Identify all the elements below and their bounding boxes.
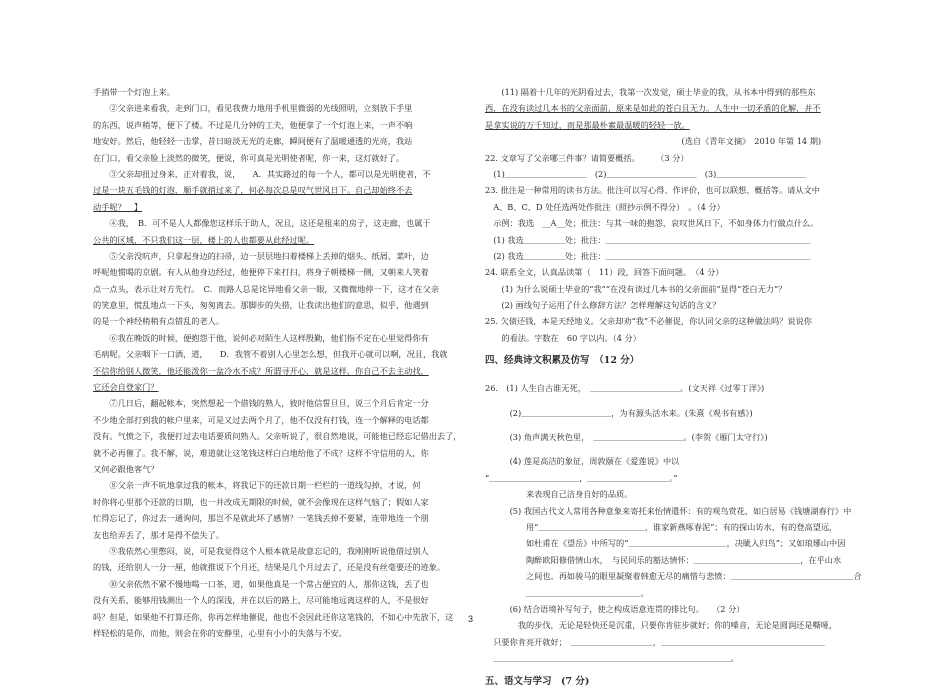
text-line: 地安好。然后，他轻轻一击掌，昔日暗淡无光的走廊，瞬间便有了温暖通透的光亮，我站 [93, 136, 413, 147]
text-line: 毛病呢。父亲咽下一口酒，道， D．我管不着别人心里怎么想，但我开心就可以啊，况且，我就 [93, 349, 448, 360]
question-25: 25. 欠债还钱，本是天经地义。父亲却劝“我”不必催促，你认同父亲的这种做法吗？说说你 [485, 316, 812, 327]
poem-line: 来表现自己洁身自好的品质。 [485, 489, 633, 500]
question-24: 24. 联系全文，认真品读第（ 11）段，回答下面问题。 （4 分） [485, 267, 724, 278]
text-line: 的东西，说声稍等，便下了楼。不过是几分钟的工夫，他便拿了一个灯泡上来，一声不响 [93, 119, 413, 130]
text-line: 友也给弄丢了，那才是得不偿失了。 [93, 529, 225, 540]
example-line: 示例：我选 __A__处；批注：与其一味的抱怨，哀叹世风日下，不如身体力行做点什么。 [485, 218, 819, 229]
poem-line: (5) 我国古代文人常用各种意象来寄托来怡情遣怀：有的观鸟赏花，如白居易《钱塘湖春行》中 [485, 505, 852, 516]
text-line: ⑤父亲没吭声，只拿起身边的扫帚，边一层层地扫着楼梯上丢掉的烟头、纸屑、菜叶，边 [93, 250, 429, 261]
text-line: ⑥我在晚饭的时候，便抱怨于他，说何必对陌生人这样殷勤，他们指不定在心里觉得你有 [93, 332, 429, 343]
text-line: 呼呢他惯喝的京剧。有人从他身边经过，他便停下来打扫，将身子朝楼梯一侧，又朝来人笑着 [93, 267, 429, 278]
underlined-line: 西，在没有读过几本书的父亲面前，原来是如此的苍白且无力。人生中一切矛盾的化解，并不 [485, 103, 821, 114]
text-line: ⑨我依然心里憋闷，说，可是我觉得这个人根本就是故意忘记的，我刚刚听说他借过别人 [93, 545, 429, 556]
answer-line: (2) 我选＿＿＿＿＿处；批注：＿＿＿＿＿＿＿＿＿＿＿＿＿＿＿＿＿＿＿＿＿＿＿＿＿ [485, 250, 811, 261]
text-line: 又何必跟他客气？ [93, 463, 159, 474]
text-line: 的是一个神经稍稍有点错乱的老人。 [93, 316, 225, 327]
answer-line: (1) 我选＿＿＿＿＿处；批注：＿＿＿＿＿＿＿＿＿＿＿＿＿＿＿＿＿＿＿＿＿＿＿＿＿ [485, 234, 811, 245]
text-line: 的钱，还给别人一分一厘，他就推说下个月还，结果是几个月过去了，还是没有丝毫要还的迹象。 [93, 562, 446, 573]
answer-line: (1)＿＿＿＿＿＿＿＿＿＿ (2)＿＿＿＿＿＿＿＿＿＿＿ (3)＿＿＿＿＿＿＿＿＿＿＿ [485, 168, 807, 179]
poem-line: 26. (1) 人生自古谁无死， ＿＿＿＿＿＿＿＿＿＿＿。(文天祥《过零丁洋》) [485, 383, 765, 394]
underlined-line: 是拿实说的万千知过，而是那最朴素最温暖的轻轻一放。 [485, 119, 690, 130]
poem-line: (4) 莲是高洁的象征，周敦颐在《爱莲说》中以 [485, 456, 680, 467]
underlined-line: 动手呢？ 】 [93, 201, 143, 212]
text-line: (1) 为什么说硕士毕业的“我”“在没有读过几本书的父亲面前”显得“苍白无力”？ [485, 283, 787, 294]
source-citation: (选自《青年文摘》 2010 年第 14 期) [485, 136, 822, 147]
poem-line: ＿＿＿＿＿＿＿＿＿＿＿＿＿＿＿＿＿＿＿＿＿＿＿＿＿＿＿＿＿。 [485, 653, 739, 664]
text-line: 的看法。字数在 60 字以内。（4 分） [485, 332, 641, 343]
poem-line: 我的步伐，无论是轻快还是沉重，只要你肯驻步就好；你的嗓音，无论是圆润还是嘶哑， [485, 620, 838, 631]
question-23: 23. 批注是一种常用的读书方法。批注可以写心得、作评价，也可以联想、概括等。请从文中 [485, 185, 820, 196]
text-line: 没有。气愤之下，我便打过去电话要质问熟人。父亲听说了，很自然地说，可能他已经忘记借出去了， [93, 431, 462, 442]
text-line: A、B、C、D 处任选两处作批注（照抄示例不得分） 。（4 分） [485, 201, 725, 212]
text-line: 没有关系，能够用钱测出一个人的深浅，并在以后的路上，尽可能地远离这样的人，不是很好 [93, 595, 429, 606]
left-column [93, 84, 468, 641]
section-four-heading: 四、经典诗文积累及仿写 （12 分） [485, 355, 640, 367]
text-line: ⑦几日后，翻起帐本，突然想起一个借钱的熟人，彼时他信誓旦旦，说三个月后肯定一分 [93, 398, 429, 409]
text-line: 点一点头，表示让对方先行。 C．而路人总是诧异地看父亲一眼，又微微地停一下，这才在父亲 [93, 283, 440, 294]
underlined-line: 不信你给别人微笑，他还能泼你一盆冷水不成？所谓寻开心，就是这样，你自己不去主动找， [93, 365, 429, 376]
text-line: ③父亲却扭过身来，正对着我，说， A．其实路过的每一个人，都可以是光明使者，不 [93, 168, 431, 179]
underlined-line: 公共的区域，不只我们这一层，楼上的人也都要从此经过呢。 [93, 234, 315, 245]
text-line: (2) 画线句子运用了什么修辞方法？怎样理解这句话的含义？ [485, 300, 721, 311]
poem-line: ＿＿＿＿＿＿＿＿＿＿＿＿＿＿。 [485, 587, 649, 598]
poem-line: 只要你肯亮开就好； ＿＿＿＿＿＿＿＿＿＿，＿＿＿＿＿＿＿＿＿＿＿＿＿＿＿＿＿＿＿＿ [485, 636, 825, 647]
text-line: ⑧父亲一声不吭地拿过我的帐本，将我记下的还款日期一栏栏的一道线勾掉，才说，何 [93, 480, 421, 491]
text-line: 不少地全部打到我的帐户里来，可是又过去两个月了，他不仅没有打钱，连一个解释的电话都 [93, 414, 429, 425]
section-five-heading: 五、语文与学习 (7 分) [485, 675, 590, 687]
text-line: ⑩父亲依然不紧不慢地喝一口茶，道，如果他真是一个常占便宜的人，那你这钱，丢了也 [93, 578, 429, 589]
text-line: (11) 隔着十几年的光阴看过去，我第一次发觉，硕士毕业的我，从书本中得到的那些东 [485, 87, 816, 97]
text-line: ②父亲进来看我，走到门口，看见我费力地用手机里微弱的光线照明，立刻放下手里 [93, 103, 413, 114]
underlined-line: 过是一块五毛钱的灯泡，顺手就捎过来了，何必每次总是叹气世风日下。自己却始终不去 [93, 185, 413, 196]
right-column [485, 84, 885, 693]
text-line: ④我， B．可不是人人都像您这样乐于助人，况且，这还是租来的房子，这走廊，也属于 [93, 218, 431, 229]
page-number: 3 [468, 614, 474, 624]
underlined-line: 它还会自登家门？ [93, 382, 159, 393]
text-line: 在门口，看父亲脸上淡然的微笑，便说，你可真是光明使者呢，你一来，这灯就好了。 [93, 152, 405, 163]
poem-line: “＿＿＿＿＿＿＿＿＿＿＿，＿＿＿＿＿＿＿＿＿＿。” [485, 472, 678, 483]
poem-line: 之间也。再如骏马的眼里凝聚着韩愈无尽的痛惜与悲愤：＿＿＿＿＿＿＿＿＿＿＿＿＿＿＿合 [485, 571, 862, 582]
poem-line: (2)＿＿＿＿＿＿＿＿＿＿＿，为有源头活水来。(朱熹《观书有感》) [485, 407, 753, 418]
text-line: 样轻松的是你，而他，则会在你的安静里，心里有小小的失落与不安。 [93, 627, 347, 638]
text-line: 忙得忘记了，你过去一通询问，那岂不是就此坏了感情？一笔钱丢掉不要紧，连带地连一个朋 [93, 513, 429, 524]
text-line: 就不必再催了。我不解，说，难道就让这笔钱这样白白地给他了不成？这样不守信用的人，你 [93, 447, 429, 458]
poem-line: 陶醉欧阳修借情山水， 与民同乐的豁达情怀：＿＿＿＿＿＿＿＿＿＿＿＿＿，在乎山水 [485, 554, 842, 565]
question-22: 22. 文章写了父亲哪三件事？请简要概括。 （3 分） [485, 152, 689, 163]
poem-line: 如杜甫在《望岳》中所写的“＿＿＿＿＿＿＿＿＿＿＿＿，决眦入归鸟”；又如琅琊山中因 [485, 538, 846, 549]
poem-line: (6) 结合语境补写句子，使之构成语意连贯的排比句。 （2 分） [485, 603, 745, 614]
text-line: 吗？但是，如果他不打算还你，你再怎样地催促，他也不会因此还你这笔钱的，不如心中先放下，这 [93, 611, 454, 622]
poem-line: 用“＿＿＿＿＿＿＿＿＿＿＿＿＿，谁家新燕啄春泥”；有的探山访水，有的登高望远， [485, 521, 838, 532]
poem-line: (3) 角声满天秋色里， ＿＿＿＿＿＿＿＿＿＿＿。(李贺《雁门太守行》) [485, 432, 768, 443]
text-line: 的笑意里，慌乱地点一下头，匆匆离去。那脚步的失措，让我读出他们的意思，似乎，他遇到 [93, 300, 429, 311]
text-line: 手捎带一个灯泡上来。 [93, 87, 175, 97]
text-line: 时你将心里那个还款的日期，也一并改成无期限的时候，就不会像现在这样气恼了；假如人家 [93, 496, 429, 507]
